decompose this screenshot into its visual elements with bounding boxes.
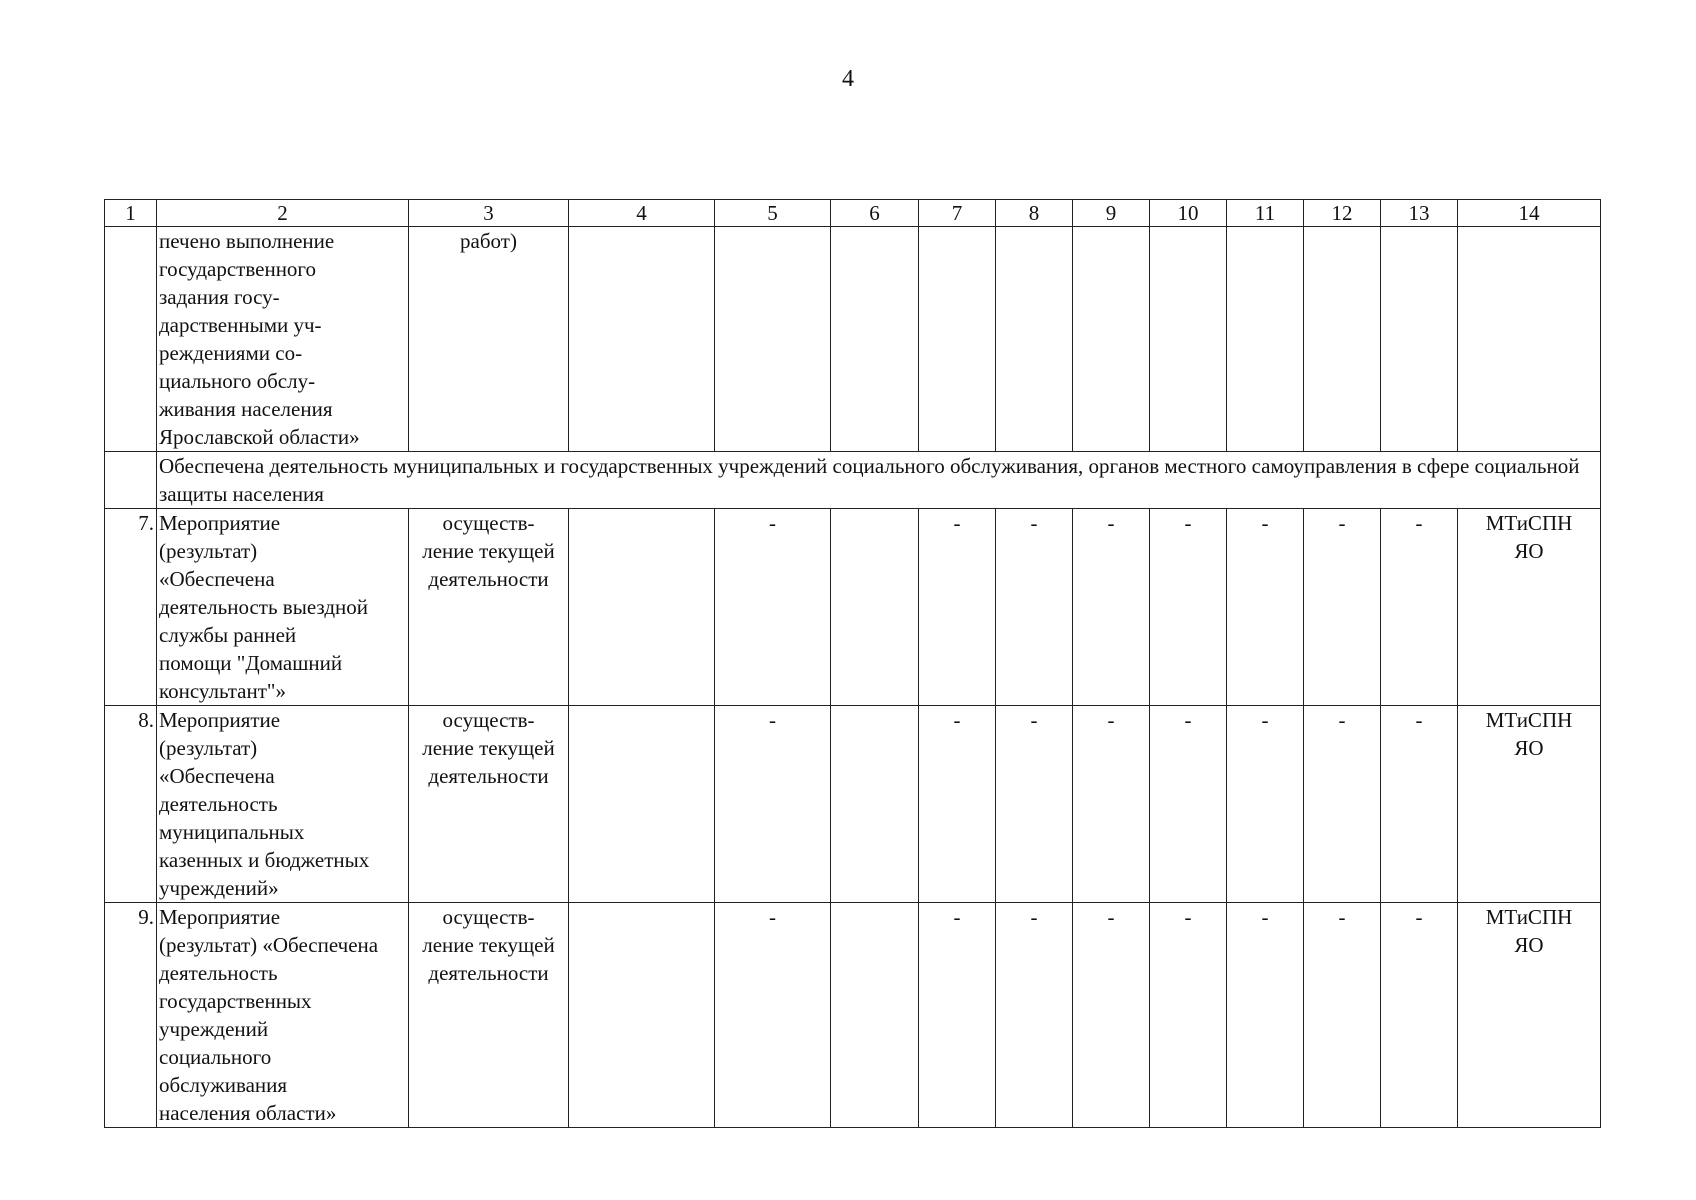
cell-value-8: - xyxy=(996,706,1073,903)
row-number: 8. xyxy=(105,706,157,903)
header-cell-2: 2 xyxy=(157,200,409,227)
activity-type: осуществ- ление текущей деятельности xyxy=(409,509,569,706)
cell-value-13: - xyxy=(1381,903,1458,1128)
activity-name: Мероприятие (результат) «Обеспечена деятельность государственных учреждений социального обслуживания населения области» xyxy=(157,903,409,1128)
cell-value-7: - xyxy=(919,903,996,1128)
cell-value-7: - xyxy=(919,706,996,903)
cell-value-10: - xyxy=(1150,706,1227,903)
cell-empty xyxy=(1227,227,1304,452)
table-row xyxy=(105,903,1601,1128)
cell-continued-type: работ) xyxy=(409,227,569,452)
cell-value-9: - xyxy=(1073,509,1150,706)
header-cell-9: 9 xyxy=(1073,200,1150,227)
page-number: 4 xyxy=(842,66,854,92)
cell-value-13: - xyxy=(1381,706,1458,903)
header-cell-5: 5 xyxy=(715,200,831,227)
cell-empty xyxy=(831,227,919,452)
cell-empty xyxy=(1381,227,1458,452)
table-row xyxy=(105,706,1601,903)
activity-name: Мероприятие (результат) «Обеспечена деятельность муниципальных казенных и бюджетных учреждений» xyxy=(157,706,409,903)
main-table xyxy=(104,199,1601,1128)
activity-type: осуществ- ление текущей деятельности xyxy=(409,706,569,903)
cell-value-10: - xyxy=(1150,509,1227,706)
cell-empty xyxy=(919,227,996,452)
cell-empty xyxy=(831,706,919,903)
cell-empty xyxy=(996,227,1073,452)
cell-value-5: - xyxy=(715,509,831,706)
cell-empty xyxy=(1150,227,1227,452)
cell-value-5: - xyxy=(715,903,831,1128)
cell-empty xyxy=(569,706,715,903)
cell-empty xyxy=(715,227,831,452)
row-number: 7. xyxy=(105,509,157,706)
section-row xyxy=(105,452,1601,509)
cell-value-12: - xyxy=(1304,706,1381,903)
cell-empty xyxy=(105,452,157,509)
cell-empty xyxy=(1458,227,1601,452)
header-cell-8: 8 xyxy=(996,200,1073,227)
header-cell-11: 11 xyxy=(1227,200,1304,227)
cell-value-11: - xyxy=(1227,903,1304,1128)
header-cell-6: 6 xyxy=(831,200,919,227)
cell-value-11: - xyxy=(1227,706,1304,903)
header-cell-10: 10 xyxy=(1150,200,1227,227)
header-cell-3: 3 xyxy=(409,200,569,227)
responsible-org: МТиСПН ЯО xyxy=(1458,706,1601,903)
header-cell-7: 7 xyxy=(919,200,996,227)
cell-empty xyxy=(1073,227,1150,452)
cell-empty xyxy=(569,509,715,706)
responsible-org: МТиСПН ЯО xyxy=(1458,509,1601,706)
row-number: 9. xyxy=(105,903,157,1128)
table-row xyxy=(105,509,1601,706)
cell-value-7: - xyxy=(919,509,996,706)
cell-value-10: - xyxy=(1150,903,1227,1128)
cell-value-9: - xyxy=(1073,706,1150,903)
cell-value-11: - xyxy=(1227,509,1304,706)
header-cell-14: 14 xyxy=(1458,200,1601,227)
header-cell-1: 1 xyxy=(105,200,157,227)
cell-value-12: - xyxy=(1304,903,1381,1128)
header-cell-12: 12 xyxy=(1304,200,1381,227)
cell-continued-name: печено выполнение государственного задания госу- дарственными уч- реждениями со- циального обслу- живания населения Ярославской области» xyxy=(157,227,409,452)
header-cell-13: 13 xyxy=(1381,200,1458,227)
cell-value-8: - xyxy=(996,903,1073,1128)
cell-empty xyxy=(569,227,715,452)
header-cell-4: 4 xyxy=(569,200,715,227)
cell-value-13: - xyxy=(1381,509,1458,706)
cell-value-5: - xyxy=(715,706,831,903)
activity-type: осуществ- ление текущей деятельности xyxy=(409,903,569,1128)
section-title: Обеспечена деятельность муниципальных и государственных учреждений социального обслуживания, органов местного самоуправления в сфере социальной защиты населения xyxy=(157,452,1601,509)
cell-empty xyxy=(569,903,715,1128)
responsible-org: МТиСПН ЯО xyxy=(1458,903,1601,1128)
cell-empty xyxy=(105,227,157,452)
table-row-continuation xyxy=(105,227,1601,452)
activity-name: Мероприятие (результат) «Обеспечена деятельность выездной службы ранней помощи "Домашний консультант"» xyxy=(157,509,409,706)
cell-value-9: - xyxy=(1073,903,1150,1128)
cell-empty xyxy=(831,509,919,706)
cell-value-8: - xyxy=(996,509,1073,706)
cell-empty xyxy=(1304,227,1381,452)
cell-value-12: - xyxy=(1304,509,1381,706)
header-row xyxy=(105,200,1601,227)
cell-empty xyxy=(831,903,919,1128)
